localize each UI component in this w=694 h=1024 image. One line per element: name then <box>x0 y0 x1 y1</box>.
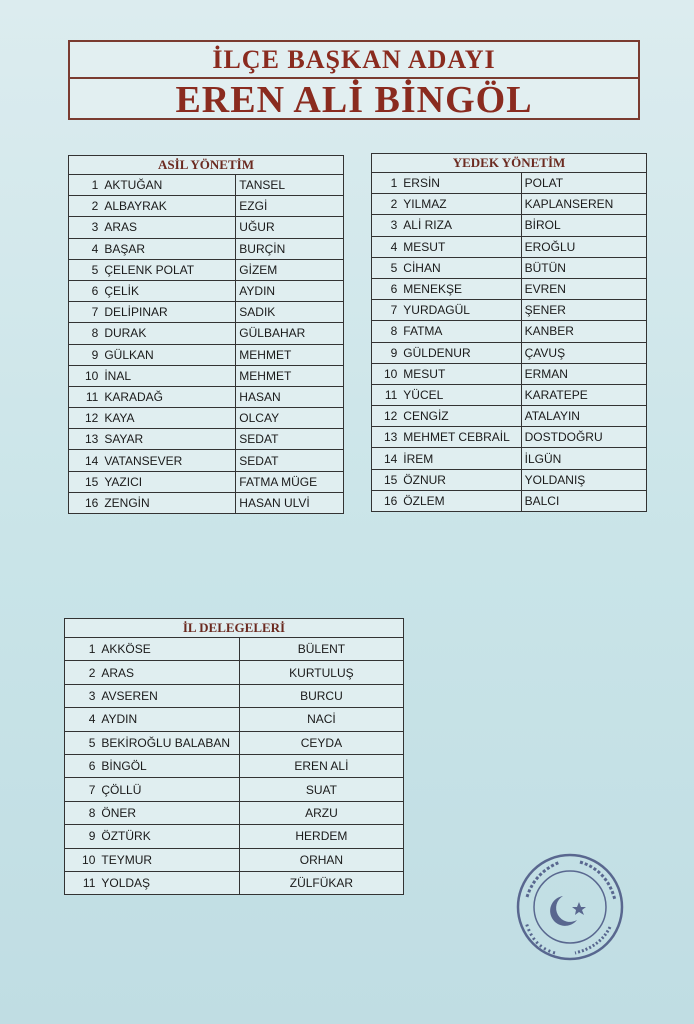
il-delegeleri-table <box>64 618 404 895</box>
table-row <box>372 469 647 490</box>
given-name-cell: CEYDA <box>239 731 403 754</box>
row-number: 8 <box>65 801 99 824</box>
surname-cell: ÖZLEM <box>400 490 521 511</box>
surname-cell: İNAL <box>101 365 235 386</box>
table-row <box>69 344 344 365</box>
row-number: 6 <box>69 280 102 301</box>
table-row <box>65 708 404 731</box>
given-name-cell: NACİ <box>239 708 403 731</box>
given-name-cell: BÜLENT <box>239 638 403 661</box>
table-row <box>69 280 344 301</box>
row-number: 7 <box>65 778 99 801</box>
surname-cell: BİNGÖL <box>98 754 239 777</box>
surname-cell: İREM <box>400 448 521 469</box>
surname-cell: YILMAZ <box>400 194 521 215</box>
row-number: 9 <box>69 344 102 365</box>
row-number: 11 <box>65 871 99 894</box>
row-number: 2 <box>69 196 102 217</box>
table-row <box>372 278 647 299</box>
row-number: 13 <box>69 429 102 450</box>
surname-cell: ÇELENK POLAT <box>101 259 235 280</box>
table-row <box>69 492 344 513</box>
given-name-cell: KANBER <box>521 321 646 342</box>
row-number: 15 <box>372 469 401 490</box>
given-name-cell: SADIK <box>236 302 344 323</box>
table-row <box>372 490 647 511</box>
given-name-cell: EREN ALİ <box>239 754 403 777</box>
surname-cell: ALİ RIZA <box>400 215 521 236</box>
table-row <box>372 173 647 194</box>
surname-cell: AKKÖSE <box>98 638 239 661</box>
table-row <box>69 386 344 407</box>
row-number: 5 <box>372 257 401 278</box>
given-name-cell: MEHMET <box>236 365 344 386</box>
yedek-yonetim-table <box>371 153 647 512</box>
row-number: 4 <box>69 238 102 259</box>
candidate-title-box <box>68 40 640 120</box>
row-number: 7 <box>372 300 401 321</box>
table-row <box>69 365 344 386</box>
surname-cell: ARAS <box>101 217 235 238</box>
surname-cell: CİHAN <box>400 257 521 278</box>
table-row <box>69 429 344 450</box>
asil-yonetim-title: ASİL YÖNETİM <box>69 156 344 175</box>
table-row <box>65 638 404 661</box>
row-number: 1 <box>372 173 401 194</box>
row-number: 12 <box>69 408 102 429</box>
surname-cell: ZENGİN <box>101 492 235 513</box>
table-row <box>372 236 647 257</box>
surname-cell: DURAK <box>101 323 235 344</box>
row-number: 14 <box>69 450 102 471</box>
table-row <box>69 259 344 280</box>
surname-cell: MESUT <box>400 363 521 384</box>
given-name-cell: KURTULUŞ <box>239 661 403 684</box>
surname-cell: KAYA <box>101 408 235 429</box>
row-number: 9 <box>65 825 99 848</box>
candidate-heading: İLÇE BAŞKAN ADAYI <box>70 42 638 79</box>
row-number: 14 <box>372 448 401 469</box>
surname-cell: ÖZNUR <box>400 469 521 490</box>
row-number: 3 <box>69 217 102 238</box>
row-number: 9 <box>372 342 401 363</box>
given-name-cell: BURCU <box>239 684 403 707</box>
given-name-cell: SEDAT <box>236 429 344 450</box>
given-name-cell: ORHAN <box>239 848 403 871</box>
row-number: 7 <box>69 302 102 323</box>
surname-cell: VATANSEVER <box>101 450 235 471</box>
row-number: 6 <box>372 278 401 299</box>
surname-cell: ÖNER <box>98 801 239 824</box>
table-row <box>69 323 344 344</box>
surname-cell: FATMA <box>400 321 521 342</box>
surname-cell: GÜLDENUR <box>400 342 521 363</box>
surname-cell: AYDIN <box>98 708 239 731</box>
row-number: 2 <box>372 194 401 215</box>
table-row <box>65 801 404 824</box>
given-name-cell: HASAN <box>236 386 344 407</box>
given-name-cell: KAPLANSEREN <box>521 194 646 215</box>
given-name-cell: GİZEM <box>236 259 344 280</box>
given-name-cell: POLAT <box>521 173 646 194</box>
given-name-cell: DOSTDOĞRU <box>521 427 646 448</box>
row-number: 1 <box>65 638 99 661</box>
given-name-cell: ARZU <box>239 801 403 824</box>
table-row <box>65 778 404 801</box>
row-number: 16 <box>372 490 401 511</box>
row-number: 10 <box>372 363 401 384</box>
candidate-name: EREN ALİ BİNGÖL <box>175 79 533 121</box>
surname-cell: ARAS <box>98 661 239 684</box>
row-number: 4 <box>65 708 99 731</box>
given-name-cell: EROĞLU <box>521 236 646 257</box>
row-number: 11 <box>372 384 401 405</box>
surname-cell: ALBAYRAK <box>101 196 235 217</box>
surname-cell: CENGİZ <box>400 406 521 427</box>
row-number: 5 <box>65 731 99 754</box>
given-name-cell: AYDIN <box>236 280 344 301</box>
row-number: 10 <box>65 848 99 871</box>
row-number: 15 <box>69 471 102 492</box>
table-row <box>65 825 404 848</box>
row-number: 3 <box>65 684 99 707</box>
surname-cell: MENEKŞE <box>400 278 521 299</box>
table-row <box>372 406 647 427</box>
surname-cell: DELİPINAR <box>101 302 235 323</box>
table-row <box>372 321 647 342</box>
given-name-cell: KARATEPE <box>521 384 646 405</box>
given-name-cell: EVREN <box>521 278 646 299</box>
given-name-cell: BİROL <box>521 215 646 236</box>
table-row <box>372 384 647 405</box>
row-number: 6 <box>65 754 99 777</box>
row-number: 4 <box>372 236 401 257</box>
table-row <box>69 217 344 238</box>
given-name-cell: UĞUR <box>236 217 344 238</box>
table-row <box>69 302 344 323</box>
surname-cell: GÜLKAN <box>101 344 235 365</box>
table-row <box>372 342 647 363</box>
asil-yonetim-table <box>68 155 344 514</box>
table-row <box>65 661 404 684</box>
table-row <box>372 194 647 215</box>
given-name-cell: ATALAYIN <box>521 406 646 427</box>
surname-cell: ÇELİK <box>101 280 235 301</box>
yedek-yonetim-title: YEDEK YÖNETİM <box>372 154 647 173</box>
given-name-cell: HERDEM <box>239 825 403 848</box>
given-name-cell: ÇAVUŞ <box>521 342 646 363</box>
surname-cell: ÖZTÜRK <box>98 825 239 848</box>
given-name-cell: ZÜLFÜKAR <box>239 871 403 894</box>
row-number: 5 <box>69 259 102 280</box>
surname-cell: YÜCEL <box>400 384 521 405</box>
row-number: 10 <box>69 365 102 386</box>
row-number: 13 <box>372 427 401 448</box>
given-name-cell: YOLDANIŞ <box>521 469 646 490</box>
table-row <box>69 238 344 259</box>
row-number: 8 <box>69 323 102 344</box>
surname-cell: ERSİN <box>400 173 521 194</box>
table-row <box>372 363 647 384</box>
row-number: 1 <box>69 175 102 196</box>
il-delegeleri-title: İL DELEGELERİ <box>65 619 404 638</box>
given-name-cell: ERMAN <box>521 363 646 384</box>
table-row <box>69 450 344 471</box>
given-name-cell: TANSEL <box>236 175 344 196</box>
surname-cell: YOLDAŞ <box>98 871 239 894</box>
surname-cell: KARADAĞ <box>101 386 235 407</box>
given-name-cell: EZGİ <box>236 196 344 217</box>
table-row <box>372 257 647 278</box>
table-row <box>65 871 404 894</box>
surname-cell: AKTUĞAN <box>101 175 235 196</box>
surname-cell: BAŞAR <box>101 238 235 259</box>
table-row <box>65 848 404 871</box>
table-row <box>372 448 647 469</box>
surname-cell: BEKİROĞLU BALABAN <box>98 731 239 754</box>
row-number: 3 <box>372 215 401 236</box>
given-name-cell: OLCAY <box>236 408 344 429</box>
surname-cell: YAZICI <box>101 471 235 492</box>
surname-cell: MESUT <box>400 236 521 257</box>
given-name-cell: SEDAT <box>236 450 344 471</box>
surname-cell: SAYAR <box>101 429 235 450</box>
row-number: 2 <box>65 661 99 684</box>
surname-cell: AVSEREN <box>98 684 239 707</box>
table-row <box>69 408 344 429</box>
given-name-cell: BURÇİN <box>236 238 344 259</box>
row-number: 11 <box>69 386 102 407</box>
table-row <box>372 427 647 448</box>
given-name-cell: BÜTÜN <box>521 257 646 278</box>
official-seal-stamp <box>515 852 625 962</box>
given-name-cell: MEHMET <box>236 344 344 365</box>
given-name-cell: SUAT <box>239 778 403 801</box>
row-number: 12 <box>372 406 401 427</box>
given-name-cell: FATMA MÜGE <box>236 471 344 492</box>
table-row <box>69 175 344 196</box>
table-row <box>65 754 404 777</box>
surname-cell: TEYMUR <box>98 848 239 871</box>
table-row <box>69 471 344 492</box>
table-row <box>372 300 647 321</box>
table-row <box>372 215 647 236</box>
surname-cell: YURDAGÜL <box>400 300 521 321</box>
row-number: 8 <box>372 321 401 342</box>
given-name-cell: İLGÜN <box>521 448 646 469</box>
given-name-cell: ŞENER <box>521 300 646 321</box>
row-number: 16 <box>69 492 102 513</box>
given-name-cell: BALCI <box>521 490 646 511</box>
surname-cell: ÇÖLLÜ <box>98 778 239 801</box>
table-row <box>65 731 404 754</box>
given-name-cell: GÜLBAHAR <box>236 323 344 344</box>
table-row <box>65 684 404 707</box>
table-row <box>69 196 344 217</box>
surname-cell: MEHMET CEBRAİL <box>400 427 521 448</box>
given-name-cell: HASAN ULVİ <box>236 492 344 513</box>
